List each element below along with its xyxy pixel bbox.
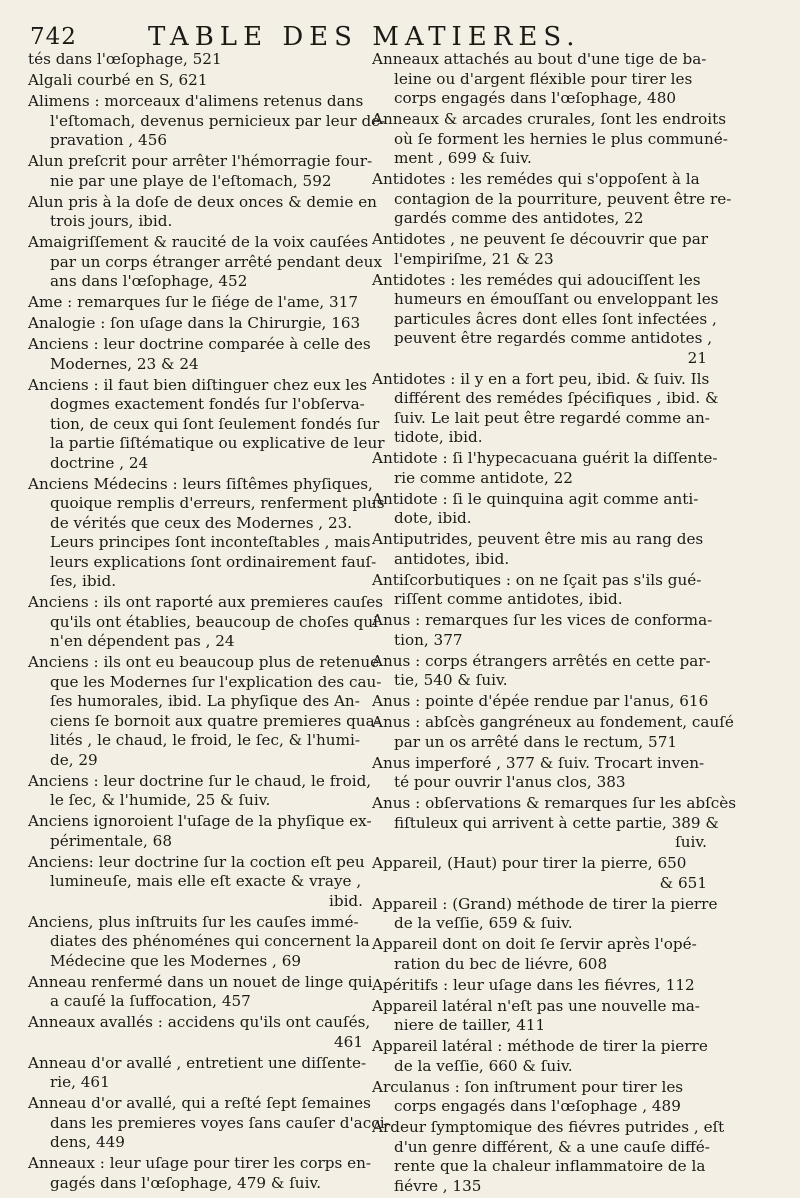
index-entry-line: ans dans l'œſophage, 452 bbox=[50, 272, 248, 290]
index-entry-line: de vérités que ceux des Modernes , 23. bbox=[50, 513, 353, 532]
index-entry-line: ſes, ibid. bbox=[50, 572, 117, 590]
index-entry-line: humeurs en émouſſant ou enveloppant les bbox=[394, 290, 719, 308]
index-entry-line: Antiſcorbutiques : on ne ſçait pas s'ils gué- bbox=[372, 570, 702, 589]
index-entry-line: Anciens: leur doctrine ſur la coction eſt peu bbox=[28, 852, 365, 871]
index-entry-line: Appareil : (Grand) méthode de tirer la pierre bbox=[372, 894, 718, 913]
index-entry-line: de la veſſie, 660 & ſuiv. bbox=[394, 1056, 573, 1075]
index-entry-line: Algali courbé en S, 621 bbox=[28, 71, 208, 89]
index-entry-line: rie comme antidote, 22 bbox=[394, 468, 573, 487]
index-entry-line: rente que la chaleur inflammatoire de la bbox=[394, 1157, 706, 1175]
index-entry-line: dogmes exactement fondés ſur l'obſerva- bbox=[50, 395, 365, 413]
index-entry-line: Anciens : ils ont raporté aux premieres cauſes bbox=[28, 593, 384, 611]
index-entry-line: Anciens : leur doctrine ſur le chaud, le froid, bbox=[28, 771, 372, 790]
index-entry-line: Ardeur ſymptomique des fiévres putrides , eſt bbox=[372, 1118, 725, 1136]
index-entry-line: Antidotes : les remédes qui s'oppoſent à la bbox=[372, 170, 700, 188]
index-entry bbox=[372, 230, 717, 269]
index-entry bbox=[372, 692, 717, 712]
index-entry bbox=[372, 1078, 717, 1117]
index-entry-line: niere de tailler, 411 bbox=[394, 1016, 546, 1034]
index-entry-line: Alun pris à la doſe de deux onces & demie en bbox=[28, 192, 377, 211]
index-entry-line: ſes humorales, ibid. La phyſique des An- bbox=[50, 692, 360, 710]
index-entry bbox=[372, 652, 717, 691]
index-entry bbox=[372, 271, 717, 369]
index-entry-line: corps engagés dans l'œſophage, 480 bbox=[394, 89, 677, 107]
index-entry bbox=[372, 530, 717, 569]
right-index-column bbox=[372, 50, 737, 1198]
index-entry-line: peuvent être regardés comme antidotes , bbox=[394, 329, 713, 347]
index-entry-line: Apéritifs : leur uſage dans les fiévres, 112 bbox=[372, 975, 695, 994]
index-entry bbox=[28, 593, 384, 652]
index-entry-line: Alimens : morceaux d'alimens retenus dans bbox=[28, 92, 364, 110]
index-entry-line: doctrine , 24 bbox=[50, 453, 149, 472]
index-entry-line: l'eſtomach, devenus pernicieux par leur dé- bbox=[50, 111, 386, 130]
index-entry-line: que les Modernes ſur l'explication des cau- bbox=[50, 672, 382, 691]
index-entry-line: Antidote : ſi le quinquina agit comme anti- bbox=[372, 489, 699, 508]
index-entry-line: leine ou d'argent fléxible pour tirer les bbox=[394, 69, 693, 88]
index-entry-line: dans les premieres voyes ſans cauſer d'acci- bbox=[50, 1113, 390, 1132]
index-entry-line: différent des remédes ſpécifiques , ibid. & bbox=[394, 389, 719, 407]
index-entry-line: diates des phénoménes qui concernent la bbox=[50, 932, 370, 950]
index-entry-line: dens, 449 bbox=[50, 1133, 125, 1151]
index-entry-line: contagion de la pourriture, peuvent être re- bbox=[394, 189, 732, 208]
index-entry-line: fiévre , 135 bbox=[394, 1176, 482, 1195]
index-entry-line: nie par une playe de l'eſtomach, 592 bbox=[50, 171, 332, 190]
index-entry bbox=[28, 314, 373, 334]
index-entry-line: antidotes, ibid. bbox=[394, 549, 510, 568]
index-entry bbox=[28, 1094, 390, 1153]
index-entry-line: Anus : pointe d'épée rendue par l'anus, 616 bbox=[372, 692, 709, 710]
index-entry-line: ration du bec de liévre, 608 bbox=[394, 954, 608, 973]
index-entry-line: Appareil latéral n'eſt pas une nouvelle ma- bbox=[372, 996, 700, 1015]
index-entry-line: a cauſé la ſuffocation, 457 bbox=[50, 992, 251, 1010]
index-entry bbox=[28, 1054, 373, 1093]
page-number: 742 bbox=[30, 24, 77, 50]
index-entry bbox=[28, 973, 373, 1012]
index-entry-line: le ſec, & l'humide, 25 & ſuiv. bbox=[50, 791, 271, 809]
index-entry-line: Arculanus : ſon inſtrument pour tirer les bbox=[372, 1077, 684, 1096]
index-entry-line: Ame : remarques ſur le ſiége de l'ame, 317 bbox=[28, 293, 359, 311]
index-entry bbox=[372, 895, 717, 934]
index-entry bbox=[28, 50, 373, 70]
index-entry bbox=[28, 853, 373, 912]
index-entry-line: de la veſſie, 659 & ſuiv. bbox=[394, 914, 573, 932]
left-index-column bbox=[28, 50, 390, 1195]
index-entry-line: de, 29 bbox=[50, 750, 98, 769]
index-entry-line: Médecine que les Modernes , 69 bbox=[50, 951, 302, 970]
index-entry-line: Anus : obſervations & remarques ſur les abſcès bbox=[372, 794, 737, 812]
index-entry bbox=[28, 152, 373, 191]
index-entry bbox=[372, 854, 717, 893]
index-entry-line: lités , le chaud, le froid, le ſec, & l'humi- bbox=[50, 731, 360, 749]
index-entry bbox=[372, 976, 717, 996]
index-entry-line: la partie ſiſtématique ou explicative de leur bbox=[50, 434, 385, 452]
index-entry-line: trois jours, ibid. bbox=[50, 212, 173, 230]
index-entry-line: dote, ibid. bbox=[394, 509, 472, 527]
index-entry bbox=[28, 233, 383, 292]
index-entry-line: Anciens ignoroient l'uſage de la phyſique ex- bbox=[28, 812, 372, 830]
index-entry-line: d'un genre différent, & a une cauſe diffé- bbox=[394, 1137, 710, 1156]
index-entry bbox=[372, 110, 728, 169]
index-entry-line: pravation , 456 bbox=[50, 131, 168, 149]
index-entry-line: périmentale, 68 bbox=[50, 831, 172, 850]
index-entry-line: Anneaux attachés au bout d'une tige de ba- bbox=[372, 50, 707, 68]
index-entry-line: ſuiv. Le lait peut être regardé comme an- bbox=[394, 408, 710, 427]
index-entry-line: ment , 699 & ſuiv. bbox=[394, 149, 532, 167]
index-entry-line: Anciens, plus inſtruits ſur les cauſes immé- bbox=[28, 912, 359, 931]
index-entry-line: 21 bbox=[687, 348, 707, 367]
index-entry bbox=[372, 1118, 725, 1196]
index-entry-line: tés dans l'œſophage, 521 bbox=[28, 50, 222, 68]
index-entry-line: Antiputrides, peuvent être mis au rang des bbox=[372, 530, 704, 548]
index-entry-line: Alun preſcrit pour arrêter l'hémorragie four- bbox=[28, 152, 373, 170]
index-entry-line: Anneaux : leur uſage pour tirer les corps en- bbox=[28, 1154, 372, 1172]
index-entry bbox=[372, 449, 717, 488]
index-entry bbox=[372, 794, 737, 853]
index-entry-line: gagés dans l'œſophage, 479 & ſuiv. bbox=[50, 1173, 322, 1192]
index-entry-line: Antidote : ſi l'hypecacuana guérit la diſſente- bbox=[372, 449, 718, 467]
index-entry bbox=[28, 772, 373, 811]
index-entry-line: ibid. bbox=[329, 891, 363, 910]
index-entry bbox=[372, 170, 732, 229]
index-entry bbox=[372, 370, 717, 448]
index-entry bbox=[372, 935, 717, 974]
index-entry-line: té pour ouvrir l'anus clos, 383 bbox=[394, 773, 626, 791]
index-entry bbox=[28, 375, 385, 474]
index-entry-line: tion, de ceux qui ſont ſeulement fondés ſur bbox=[50, 414, 380, 433]
running-title: TABLE DES MATIERES. bbox=[148, 22, 581, 52]
index-entry-line: Anus : abſcès gangréneux au fondement, cauſé bbox=[372, 713, 734, 731]
index-entry bbox=[28, 474, 385, 592]
index-entry bbox=[28, 913, 373, 972]
index-entry-line: 461 bbox=[334, 1032, 363, 1051]
index-entry bbox=[372, 571, 717, 610]
index-entry-line: Anneau d'or avallé , entretient une diſſente- bbox=[28, 1053, 367, 1072]
index-entry bbox=[28, 653, 382, 770]
index-entry bbox=[372, 997, 717, 1036]
index-entry-line: Anneau d'or avallé, qui a reſté ſept ſemaines bbox=[28, 1094, 371, 1112]
index-entry-line: Anneaux avallés : accidens qu'ils ont cauſés, bbox=[28, 1013, 371, 1031]
index-entry-line: Appareil, (Haut) pour tirer la pierre, 650 bbox=[372, 854, 687, 872]
index-entry-line: ciens ſe bornoit aux quatre premieres qua- bbox=[50, 711, 380, 730]
index-entry-line: corps engagés dans l'œſophage , 489 bbox=[394, 1097, 681, 1115]
index-entry-line: Anciens Médecins : leurs ſiſtêmes phyſiques, bbox=[28, 474, 373, 493]
index-entry bbox=[28, 293, 373, 313]
index-entry-line: tidote, ibid. bbox=[394, 428, 483, 446]
index-entry bbox=[372, 713, 734, 752]
index-entry bbox=[28, 335, 373, 374]
index-entry-line: Anciens : il faut bien diſtinguer chez eux les bbox=[28, 375, 367, 394]
index-entry-line: Appareil latéral : méthode de tirer la pierre bbox=[372, 1037, 708, 1055]
index-entry bbox=[372, 1037, 717, 1076]
index-entry-line: Analogie : ſon uſage dans la Chirurgie, 163 bbox=[28, 314, 361, 332]
index-entry-line: par un os arrêté dans le rectum, 571 bbox=[394, 732, 678, 751]
index-entry-line: ſuiv. bbox=[675, 833, 707, 851]
index-entry-line: leurs explications ſont ordinairement fauſ- bbox=[50, 552, 377, 571]
index-entry-line: Anus imperforé , 377 & ſuiv. Trocart inven- bbox=[372, 753, 705, 772]
index-entry-line: où ſe forment les hernies le plus communé- bbox=[394, 129, 728, 148]
index-entry bbox=[28, 1154, 373, 1193]
index-entry-line: par un corps étranger arrêté pendant deux bbox=[50, 252, 383, 271]
index-entry-line: Anciens : ils ont eu beaucoup plus de retenue bbox=[28, 653, 380, 671]
index-entry bbox=[28, 1013, 373, 1052]
index-entry-line: l'empiriſme, 21 & 23 bbox=[394, 249, 554, 268]
index-entry-line: Modernes, 23 & 24 bbox=[50, 354, 199, 373]
index-entry-line: Antidotes : les remédes qui adouciſſent les bbox=[372, 270, 701, 289]
index-entry-line: quoique remplis d'erreurs, renferment plus bbox=[50, 494, 385, 512]
index-entry-line: tie, 540 & ſuiv. bbox=[394, 671, 508, 689]
index-entry-line: qu'ils ont établies, beaucoup de choſes qui bbox=[50, 612, 378, 631]
index-entry-line: Antidotes : il y en a fort peu, ibid. & ſuiv. Ils bbox=[372, 369, 710, 388]
index-entry bbox=[28, 192, 377, 232]
index-entry-line: rie, 461 bbox=[50, 1073, 110, 1091]
index-entry-line: particules âcres dont elles ſont infectées , bbox=[394, 309, 717, 328]
index-entry-line: Anus : corps étrangers arrêtés en cette par- bbox=[372, 651, 711, 670]
index-entry-line: & 651 bbox=[659, 873, 707, 892]
index-entry-line: riſſent comme antidotes, ibid. bbox=[394, 590, 623, 608]
index-entry bbox=[372, 50, 717, 109]
index-entry bbox=[28, 92, 386, 151]
index-entry bbox=[372, 754, 717, 793]
index-entry-line: lumineuſe, mais elle eſt exacte & vraye , bbox=[50, 872, 362, 890]
index-entry bbox=[372, 611, 717, 650]
index-entry-line: Anneaux & arcades crurales, ſont les endroits bbox=[372, 110, 727, 128]
index-entry-line: fiſtuleux qui arrivent à cette partie, 389 & bbox=[394, 813, 719, 832]
index-entry bbox=[28, 812, 373, 851]
index-entry-line: Anciens : leur doctrine comparée à celle des bbox=[28, 335, 371, 353]
index-entry-line: tion, 377 bbox=[394, 630, 463, 649]
index-entry bbox=[28, 71, 373, 91]
index-entry-line: Anus : remarques ſur les vices de conforma- bbox=[372, 611, 713, 629]
index-entry-line: Leurs principes ſont inconteſtables , mais bbox=[50, 533, 371, 551]
index-entry bbox=[372, 490, 717, 529]
index-entry-line: Amaigriſſement & raucité de la voix cauſées bbox=[28, 233, 369, 251]
index-entry-line: Appareil dont on doit ſe ſervir après l'opé- bbox=[372, 935, 697, 953]
index-entry-line: Antidotes , ne peuvent ſe découvrir que par bbox=[372, 230, 709, 248]
index-entry-line: gardés comme des antidotes, 22 bbox=[394, 209, 644, 227]
index-entry-line: n'en dépendent pas , 24 bbox=[50, 632, 235, 650]
index-entry-line: Anneau renfermé dans un nouet de linge qui bbox=[28, 972, 373, 991]
